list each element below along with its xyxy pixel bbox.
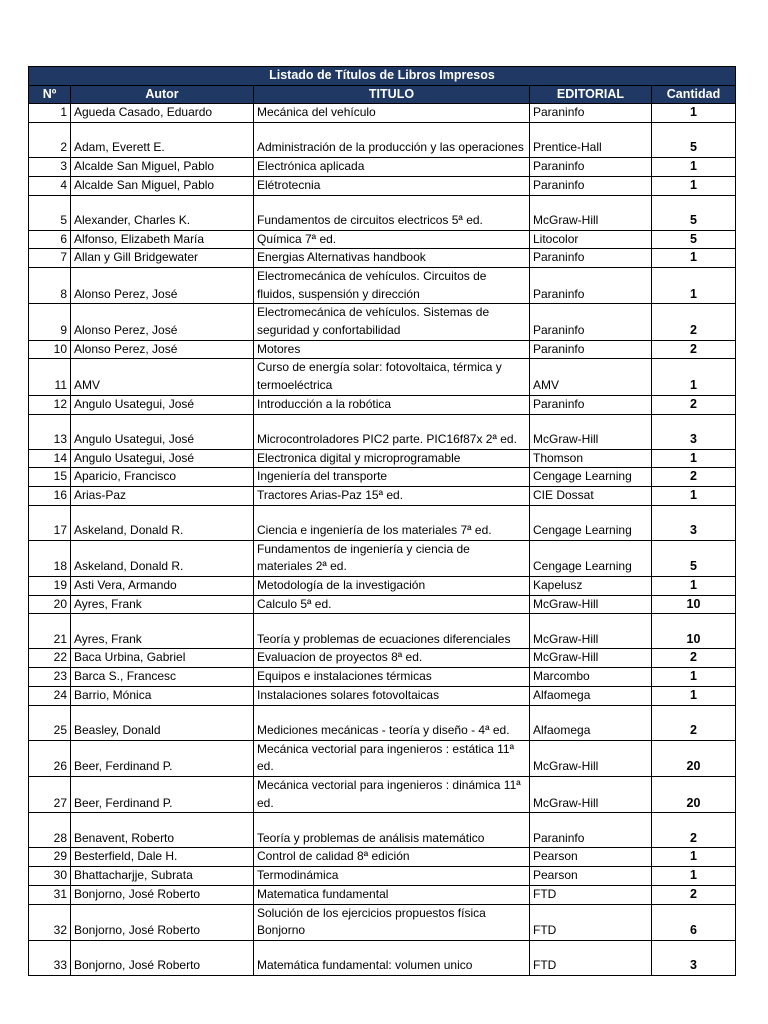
row-autor: Allan y Gill Bridgewater	[71, 249, 254, 268]
row-titulo: Fundamentos de ingeniería y ciencia de materiales 2ª ed.	[254, 540, 530, 576]
row-number: 13	[29, 414, 71, 449]
row-editorial: FTD	[530, 885, 652, 904]
row-editorial: FTD	[530, 904, 652, 940]
row-titulo: Electronica digital y microprogramable	[254, 449, 530, 468]
row-number: 8	[29, 267, 71, 303]
row-titulo: Termodinámica	[254, 867, 530, 886]
table-row	[29, 468, 736, 487]
row-autor: Ayres, Frank	[71, 614, 254, 649]
row-cantidad: 3	[652, 940, 736, 975]
row-editorial: Paraninfo	[530, 104, 652, 123]
row-editorial: Paraninfo	[530, 813, 652, 848]
table-row	[29, 740, 736, 776]
row-number: 12	[29, 395, 71, 414]
row-editorial: CIE Dossat	[530, 486, 652, 505]
row-number: 7	[29, 249, 71, 268]
row-titulo: Mecánica vectorial para ingenieros : estática 11ª ed.	[254, 740, 530, 776]
row-autor: Bonjorno, José Roberto	[71, 885, 254, 904]
row-autor: Alonso Perez, José	[71, 267, 254, 303]
row-editorial: Thomson	[530, 449, 652, 468]
row-cantidad: 1	[652, 668, 736, 687]
row-autor: Alonso Perez, José	[71, 304, 254, 340]
row-autor: Askeland, Donald R.	[71, 505, 254, 540]
row-number: 27	[29, 776, 71, 812]
row-editorial: Marcombo	[530, 668, 652, 687]
row-number: 25	[29, 705, 71, 740]
row-autor: Beer, Ferdinand P.	[71, 740, 254, 776]
row-autor: Alfonso, Elizabeth María	[71, 230, 254, 249]
row-cantidad: 2	[652, 395, 736, 414]
row-number: 17	[29, 505, 71, 540]
header-titulo: TITULO	[254, 85, 530, 104]
row-autor: Alcalde San Miguel, Pablo	[71, 176, 254, 195]
row-autor: Beasley, Donald	[71, 705, 254, 740]
row-number: 11	[29, 359, 71, 395]
table-row	[29, 813, 736, 848]
row-cantidad: 10	[652, 614, 736, 649]
row-number: 30	[29, 867, 71, 886]
row-number: 31	[29, 885, 71, 904]
row-number: 33	[29, 940, 71, 975]
table-row	[29, 540, 736, 576]
row-autor: Baca Urbina, Gabriel	[71, 649, 254, 668]
row-autor: Angulo Usategui, José	[71, 414, 254, 449]
table-row	[29, 885, 736, 904]
row-editorial: Paraninfo	[530, 249, 652, 268]
row-titulo: Fundamentos de circuitos electricos 5ª ed.	[254, 195, 530, 230]
row-titulo: Química 7ª ed.	[254, 230, 530, 249]
row-editorial: Cengage Learning	[530, 468, 652, 487]
row-number: 2	[29, 123, 71, 158]
row-editorial: Pearson	[530, 867, 652, 886]
row-number: 14	[29, 449, 71, 468]
row-number: 10	[29, 340, 71, 359]
table-row	[29, 123, 736, 158]
row-cantidad: 2	[652, 340, 736, 359]
row-autor: Angulo Usategui, José	[71, 449, 254, 468]
row-titulo: Teoría y problemas de ecuaciones diferenciales	[254, 614, 530, 649]
table-row	[29, 340, 736, 359]
row-cantidad: 1	[652, 848, 736, 867]
row-autor: Bonjorno, José Roberto	[71, 940, 254, 975]
row-autor: Bhattacharjje, Subrata	[71, 867, 254, 886]
row-autor: Angulo Usategui, José	[71, 395, 254, 414]
row-autor: Adam, Everett E.	[71, 123, 254, 158]
row-autor: Bonjorno, José Roberto	[71, 904, 254, 940]
row-titulo: Ingeniería del transporte	[254, 468, 530, 487]
row-number: 9	[29, 304, 71, 340]
books-table	[28, 66, 736, 976]
row-cantidad: 2	[652, 813, 736, 848]
row-titulo: Evaluacion de proyectos 8ª ed.	[254, 649, 530, 668]
row-editorial: Paraninfo	[530, 395, 652, 414]
table-row	[29, 267, 736, 303]
row-number: 5	[29, 195, 71, 230]
row-number: 28	[29, 813, 71, 848]
row-autor: Barca S., Francesc	[71, 668, 254, 687]
row-autor: Alonso Perez, José	[71, 340, 254, 359]
row-cantidad: 1	[652, 158, 736, 177]
row-titulo: Calculo 5ª ed.	[254, 595, 530, 614]
row-cantidad: 5	[652, 195, 736, 230]
row-number: 6	[29, 230, 71, 249]
header-num: Nº	[29, 85, 71, 104]
row-number: 4	[29, 176, 71, 195]
table-row	[29, 577, 736, 596]
header-editorial: EDITORIAL	[530, 85, 652, 104]
table-row	[29, 104, 736, 123]
row-autor: Besterfield, Dale H.	[71, 848, 254, 867]
row-titulo: Teoría y problemas de análisis matemático	[254, 813, 530, 848]
table-body	[29, 104, 736, 976]
row-editorial: AMV	[530, 359, 652, 395]
row-cantidad: 5	[652, 230, 736, 249]
row-titulo: Matemática fundamental: volumen unico	[254, 940, 530, 975]
table-row	[29, 940, 736, 975]
row-editorial: McGraw-Hill	[530, 776, 652, 812]
row-editorial: Prentice-Hall	[530, 123, 652, 158]
row-editorial: Litocolor	[530, 230, 652, 249]
row-cantidad: 1	[652, 449, 736, 468]
row-autor: Alexander, Charles K.	[71, 195, 254, 230]
table-row	[29, 158, 736, 177]
row-cantidad: 1	[652, 686, 736, 705]
table-row	[29, 848, 736, 867]
row-editorial: Kapelusz	[530, 577, 652, 596]
row-editorial: McGraw-Hill	[530, 740, 652, 776]
row-titulo: Matematica fundamental	[254, 885, 530, 904]
row-titulo: Elétrotecnia	[254, 176, 530, 195]
table-row	[29, 705, 736, 740]
row-autor: Beer, Ferdinand P.	[71, 776, 254, 812]
row-cantidad: 1	[652, 176, 736, 195]
row-titulo: Electromecánica de vehículos. Circuitos de fluidos, suspensión y dirección	[254, 267, 530, 303]
row-cantidad: 10	[652, 595, 736, 614]
row-editorial: Paraninfo	[530, 267, 652, 303]
table-row	[29, 686, 736, 705]
table-row	[29, 249, 736, 268]
table-row	[29, 449, 736, 468]
row-editorial: Cengage Learning	[530, 505, 652, 540]
row-autor: Aparicio, Francisco	[71, 468, 254, 487]
row-number: 21	[29, 614, 71, 649]
header-cantidad: Cantidad	[652, 85, 736, 104]
row-editorial: Pearson	[530, 848, 652, 867]
row-titulo: Mediciones mecánicas - teoría y diseño - 4ª ed.	[254, 705, 530, 740]
table-row	[29, 505, 736, 540]
row-cantidad: 3	[652, 505, 736, 540]
header-autor: Autor	[71, 85, 254, 104]
row-cantidad: 2	[652, 705, 736, 740]
row-editorial: Paraninfo	[530, 304, 652, 340]
row-number: 3	[29, 158, 71, 177]
row-editorial: McGraw-Hill	[530, 614, 652, 649]
row-number: 24	[29, 686, 71, 705]
table-row	[29, 230, 736, 249]
row-cantidad: 1	[652, 577, 736, 596]
row-titulo: Ciencia e ingeniería de los materiales 7ª ed.	[254, 505, 530, 540]
row-autor: Alcalde San Miguel, Pablo	[71, 158, 254, 177]
row-cantidad: 5	[652, 540, 736, 576]
sheet-title: Listado de Títulos de Libros Impresos	[29, 67, 736, 86]
table-row	[29, 195, 736, 230]
row-number: 29	[29, 848, 71, 867]
row-autor: AMV	[71, 359, 254, 395]
row-number: 15	[29, 468, 71, 487]
row-editorial: Paraninfo	[530, 340, 652, 359]
row-number: 23	[29, 668, 71, 687]
table-row	[29, 595, 736, 614]
row-titulo: Motores	[254, 340, 530, 359]
row-cantidad: 2	[652, 304, 736, 340]
row-editorial: Alfaomega	[530, 705, 652, 740]
table-row	[29, 668, 736, 687]
row-autor: Asti Vera, Armando	[71, 577, 254, 596]
row-titulo: Tractores Arias-Paz 15ª ed.	[254, 486, 530, 505]
row-cantidad: 2	[652, 468, 736, 487]
row-autor: Arias-Paz	[71, 486, 254, 505]
row-cantidad: 20	[652, 776, 736, 812]
row-cantidad: 2	[652, 649, 736, 668]
table-row	[29, 304, 736, 340]
row-cantidad: 1	[652, 486, 736, 505]
table-row	[29, 614, 736, 649]
row-cantidad: 1	[652, 267, 736, 303]
row-titulo: Administración de la producción y las operaciones	[254, 123, 530, 158]
row-titulo: Solución de los ejercicios propuestos física Bonjorno	[254, 904, 530, 940]
table-row	[29, 486, 736, 505]
row-autor: Ayres, Frank	[71, 595, 254, 614]
row-autor: Benavent, Roberto	[71, 813, 254, 848]
row-autor: Askeland, Donald R.	[71, 540, 254, 576]
table-row	[29, 176, 736, 195]
row-cantidad: 1	[652, 104, 736, 123]
row-autor: Barrio, Mónica	[71, 686, 254, 705]
row-number: 16	[29, 486, 71, 505]
row-editorial: McGraw-Hill	[530, 195, 652, 230]
row-titulo: Mecánica vectorial para ingenieros : dinámica 11ª ed.	[254, 776, 530, 812]
row-number: 22	[29, 649, 71, 668]
table-row	[29, 867, 736, 886]
row-titulo: Instalaciones solares fotovoltaicas	[254, 686, 530, 705]
row-autor: Agueda Casado, Eduardo	[71, 104, 254, 123]
row-editorial: Alfaomega	[530, 686, 652, 705]
row-titulo: Energias Alternativas handbook	[254, 249, 530, 268]
row-cantidad: 5	[652, 123, 736, 158]
row-editorial: McGraw-Hill	[530, 649, 652, 668]
table-row	[29, 649, 736, 668]
row-number: 1	[29, 104, 71, 123]
row-number: 26	[29, 740, 71, 776]
row-titulo: Equipos e instalaciones térmicas	[254, 668, 530, 687]
row-editorial: Paraninfo	[530, 176, 652, 195]
row-cantidad: 1	[652, 867, 736, 886]
table-row	[29, 359, 736, 395]
row-editorial: Paraninfo	[530, 158, 652, 177]
row-titulo: Control de calidad 8ª edición	[254, 848, 530, 867]
row-number: 32	[29, 904, 71, 940]
row-cantidad: 2	[652, 885, 736, 904]
row-cantidad: 1	[652, 249, 736, 268]
row-cantidad: 3	[652, 414, 736, 449]
row-titulo: Microcontroladores PIC2 parte. PIC16f87x 2ª ed.	[254, 414, 530, 449]
row-cantidad: 20	[652, 740, 736, 776]
row-number: 20	[29, 595, 71, 614]
row-titulo: Introducción a la robótica	[254, 395, 530, 414]
table-row	[29, 776, 736, 812]
row-number: 18	[29, 540, 71, 576]
row-editorial: McGraw-Hill	[530, 595, 652, 614]
row-titulo: Mecánica del vehículo	[254, 104, 530, 123]
table-row	[29, 414, 736, 449]
row-cantidad: 6	[652, 904, 736, 940]
row-titulo: Electrónica aplicada	[254, 158, 530, 177]
table-row	[29, 904, 736, 940]
table-row	[29, 395, 736, 414]
row-editorial: Cengage Learning	[530, 540, 652, 576]
row-titulo: Electromecánica de vehículos. Sistemas de seguridad y confortabilidad	[254, 304, 530, 340]
row-editorial: McGraw-Hill	[530, 414, 652, 449]
row-number: 19	[29, 577, 71, 596]
row-editorial: FTD	[530, 940, 652, 975]
row-titulo: Curso de energía solar: fotovoltaica, térmica y termoeléctrica	[254, 359, 530, 395]
row-cantidad: 1	[652, 359, 736, 395]
row-titulo: Metodología de la investigación	[254, 577, 530, 596]
